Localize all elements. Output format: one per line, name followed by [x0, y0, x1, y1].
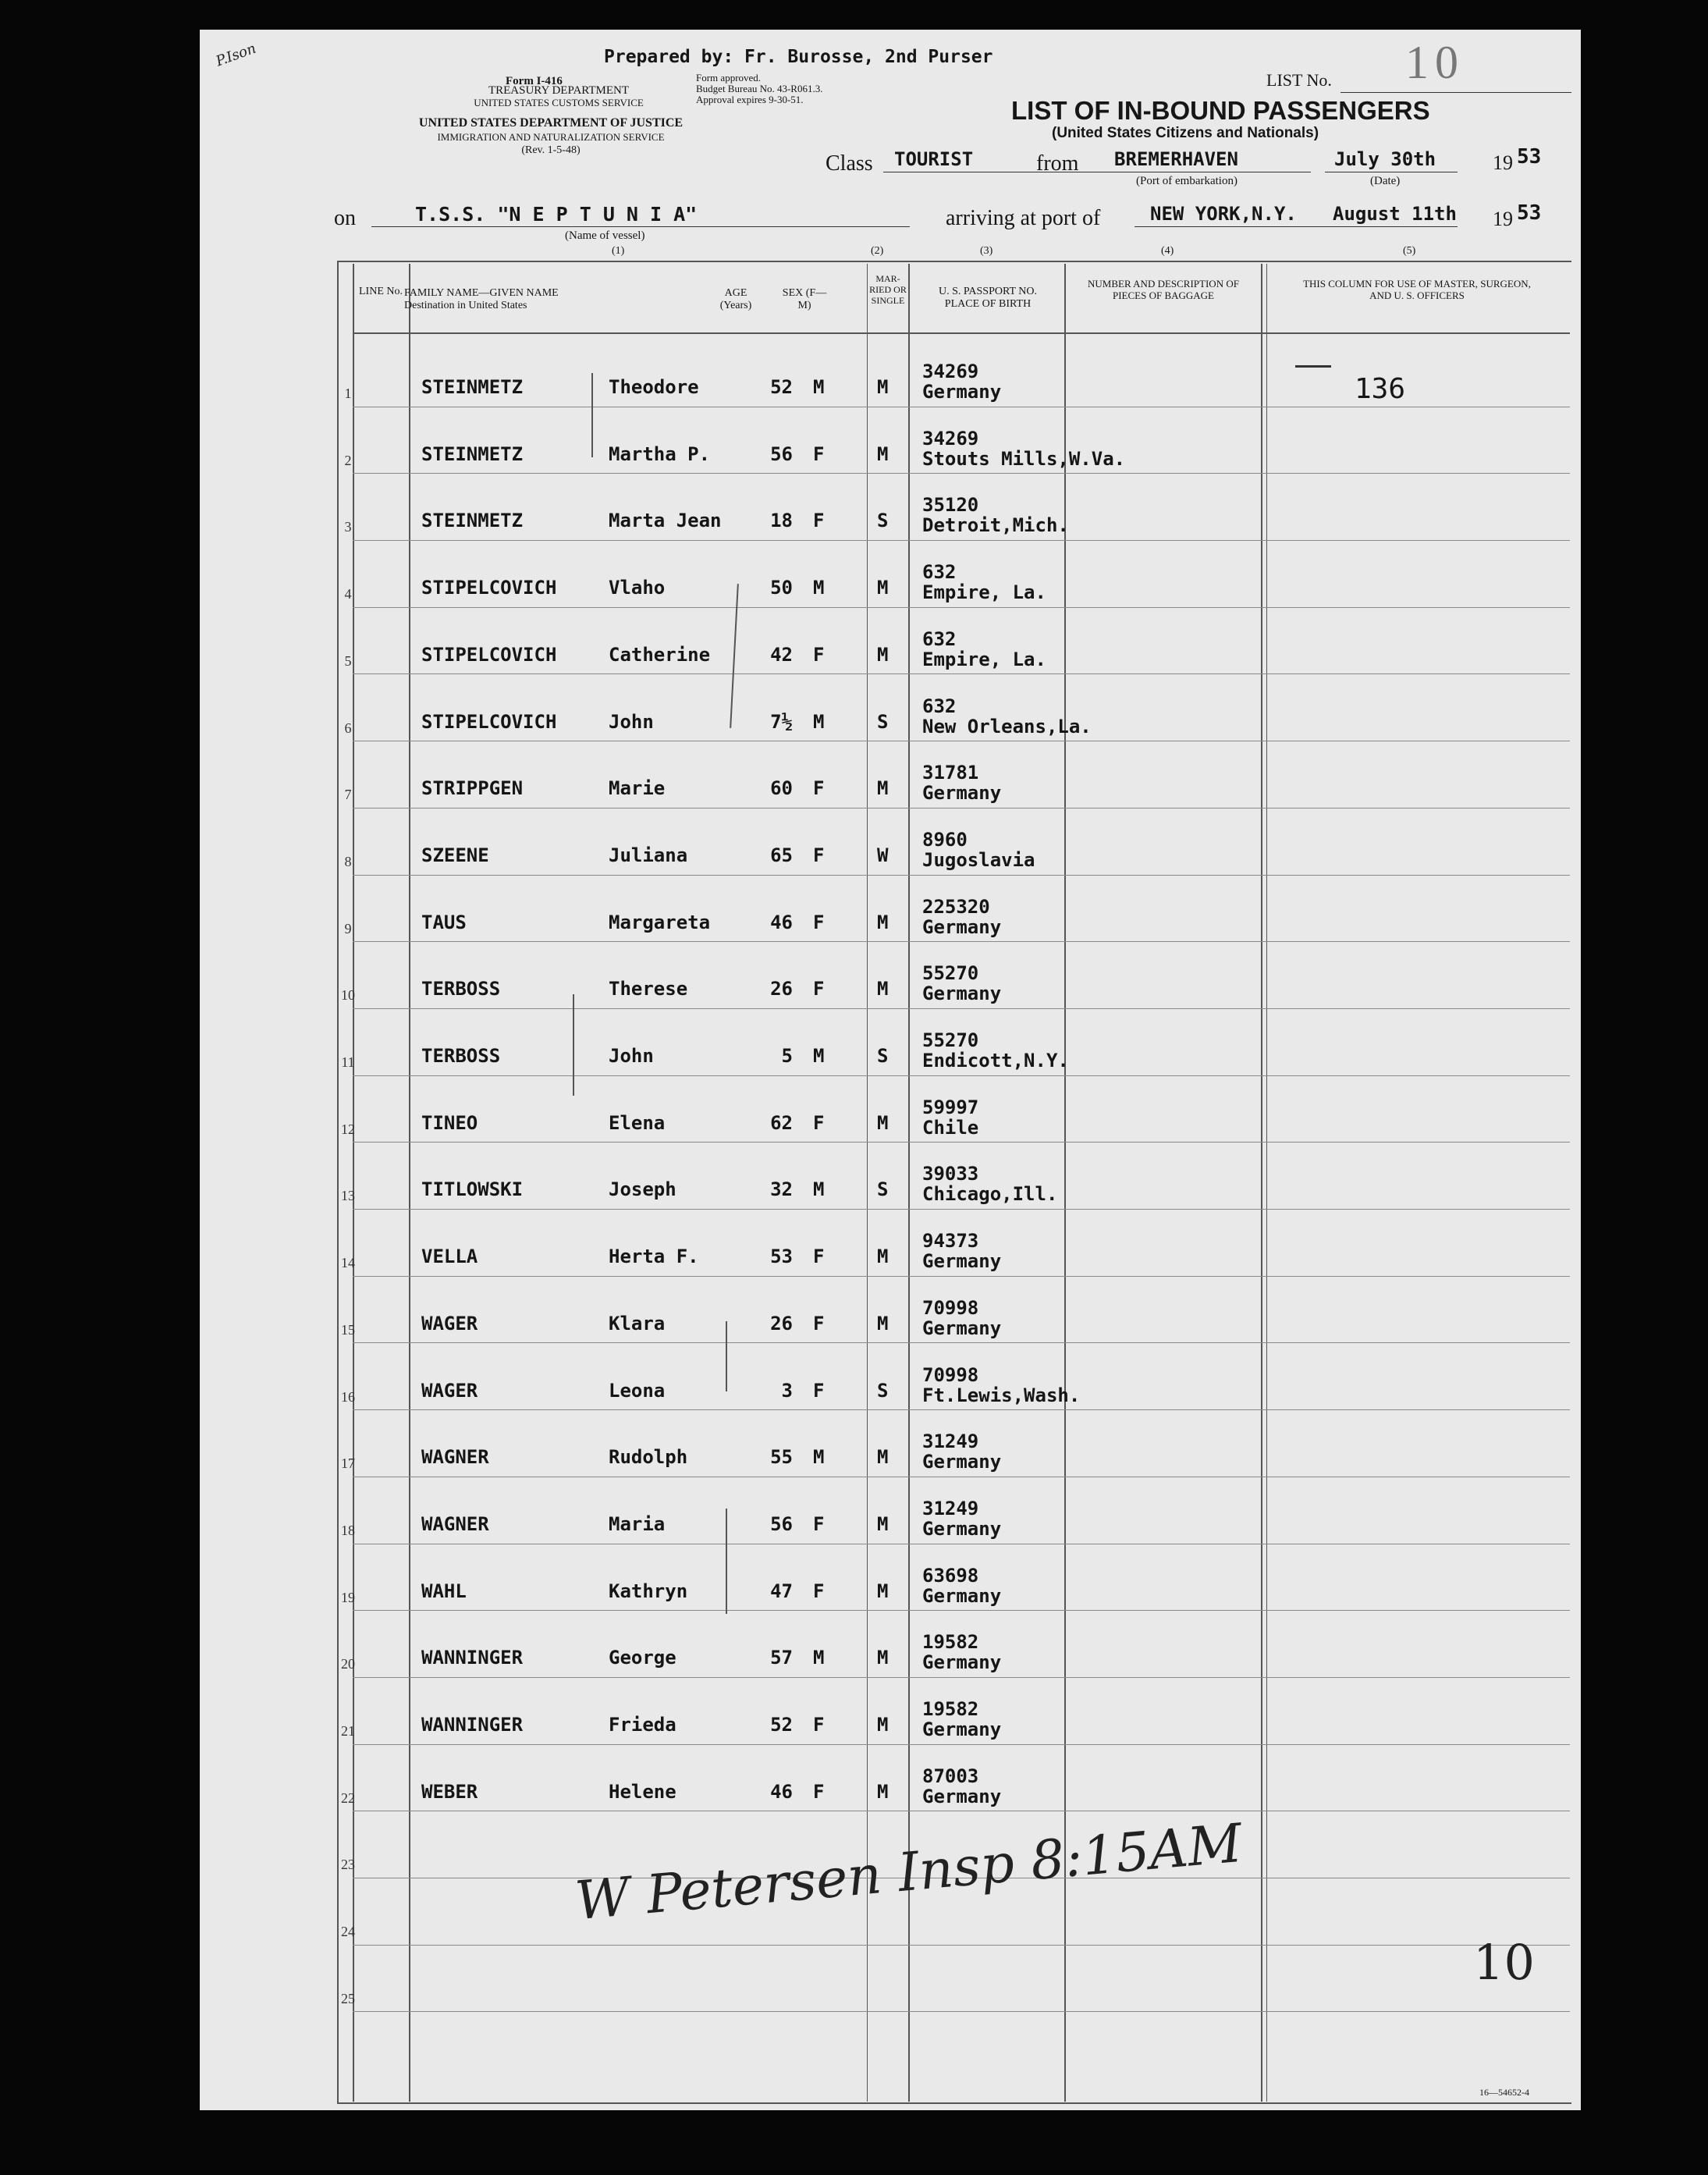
family-name: WAGER	[421, 1312, 478, 1334]
given-name: Marie	[609, 777, 666, 800]
marital-status: M	[877, 1714, 889, 1736]
header-officers: THIS COLUMN FOR USE OF MASTER, SURGEON, AND U. S. OFFICERS	[1303, 278, 1531, 301]
table-row	[200, 541, 1581, 608]
family-name: WAGNER	[421, 1446, 489, 1469]
line-number: 25	[341, 1990, 355, 2006]
family-name: TAUS	[421, 911, 467, 933]
family-name: WAHL	[421, 1580, 467, 1602]
header-name: FAMILY NAME—GIVEN NAME Destination in United States	[404, 287, 559, 311]
given-name: Elena	[609, 1111, 666, 1134]
manifest-page	[200, 30, 1581, 2110]
family-name: WEBER	[421, 1780, 478, 1803]
passport-number: 34269	[922, 361, 979, 382]
header-sex: SEX (F—M)	[782, 287, 827, 311]
date-value: July 30th	[1334, 148, 1436, 170]
family-name: STIPELCOVICH	[421, 710, 557, 733]
sex: F	[813, 777, 825, 800]
line-number: 15	[341, 1321, 355, 1338]
arrival-underline	[1135, 226, 1458, 227]
year-prefix: 19	[1493, 151, 1513, 174]
table-row	[200, 1544, 1581, 1612]
age: 46	[770, 1780, 793, 1803]
age: 32	[770, 1178, 793, 1201]
age: 3	[781, 1379, 793, 1402]
place-of-birth: Chile	[922, 1116, 979, 1139]
given-name: Helene	[609, 1780, 676, 1803]
from-value: BREMERHAVEN	[1114, 148, 1238, 170]
place-of-birth: Germany	[922, 1451, 1002, 1473]
age: 7½	[770, 710, 793, 733]
age: 55	[770, 1446, 793, 1469]
arrival-year: 53	[1517, 201, 1542, 225]
table-row	[200, 1344, 1581, 1411]
age: 52	[770, 1714, 793, 1736]
sex: F	[813, 1312, 825, 1334]
marital-status: M	[877, 1780, 889, 1803]
marital-status: M	[877, 643, 889, 666]
line-number: 16	[341, 1388, 355, 1405]
form-approved: Form approved.	[696, 72, 762, 84]
marital-status: W	[877, 844, 889, 866]
line-number: 3	[344, 519, 352, 535]
immigration-service: IMMIGRATION AND NATURALIZATION SERVICE	[437, 131, 665, 143]
marital-status: S	[877, 1178, 889, 1201]
line-number: 4	[344, 586, 352, 602]
col2-number: (2)	[871, 245, 884, 257]
family-name: STEINMETZ	[421, 376, 524, 398]
place-of-birth: New Orleans,La.	[922, 715, 1092, 737]
passport-number: 632	[922, 627, 957, 650]
date-caption: (Date)	[1370, 175, 1401, 187]
place-of-birth: Germany	[922, 983, 1002, 1005]
table-row	[200, 942, 1581, 1009]
line-number: 22	[341, 1789, 355, 1806]
passport-number: 55270	[922, 962, 979, 985]
family-name: WANNINGER	[421, 1647, 524, 1669]
table-row	[200, 1678, 1581, 1745]
customs-service: UNITED STATES CUSTOMS SERVICE	[474, 97, 644, 108]
family-name: STEINMETZ	[421, 510, 524, 532]
given-name: Vlaho	[609, 577, 666, 599]
age: 26	[770, 1312, 793, 1334]
port-caption: (Port of embarkation)	[1136, 175, 1238, 187]
family-bracket	[726, 1321, 727, 1391]
line-number: 6	[344, 720, 352, 736]
list-no-underline	[1340, 92, 1571, 93]
list-title: LIST OF IN-BOUND PASSENGERS	[1011, 96, 1430, 125]
age: 42	[770, 643, 793, 666]
marital-status: M	[877, 1647, 889, 1669]
age: 26	[770, 978, 793, 1000]
given-name: Catherine	[609, 643, 711, 666]
header-age: AGE (Years)	[719, 287, 752, 311]
sex: F	[813, 1780, 825, 1803]
marital-status: M	[877, 577, 889, 599]
place-of-birth: Detroit,Mich.	[922, 514, 1069, 537]
line-number: 5	[344, 652, 352, 669]
line-number: 9	[344, 920, 352, 936]
table-row	[200, 1277, 1581, 1344]
sex: F	[813, 643, 825, 666]
family-name: TITLOWSKI	[421, 1178, 524, 1201]
family-bracket	[591, 373, 593, 457]
place-of-birth: Germany	[922, 1584, 1002, 1607]
vessel-underline	[371, 226, 910, 227]
given-name: Martha P.	[609, 442, 711, 465]
vessel-name: T.S.S. "N E P T U N I A"	[415, 203, 698, 226]
arrival-year-prefix: 19	[1493, 208, 1513, 230]
passport-number: 70998	[922, 1296, 979, 1319]
given-name: Joseph	[609, 1178, 676, 1201]
place-of-birth: Germany	[922, 782, 1002, 805]
col5-number: (5)	[1403, 245, 1416, 257]
line-number: 21	[341, 1723, 355, 1739]
family-name: VELLA	[421, 1246, 478, 1268]
sex: F	[813, 1379, 825, 1402]
sex: F	[813, 1580, 825, 1602]
table-row	[200, 1410, 1581, 1477]
line-number: 11	[341, 1054, 355, 1070]
given-name: John	[609, 710, 654, 733]
given-name: Therese	[609, 978, 688, 1000]
line-number: 19	[341, 1589, 355, 1605]
passport-number: 63698	[922, 1564, 979, 1587]
passport-number: 59997	[922, 1096, 979, 1118]
from-label: from	[1036, 151, 1079, 176]
given-name: Klara	[609, 1312, 666, 1334]
age: 60	[770, 777, 793, 800]
place-of-birth: Endicott,N.Y.	[922, 1050, 1069, 1072]
margin-note: P.Ison	[214, 40, 258, 70]
table-row	[200, 608, 1581, 675]
col3-number: (3)	[980, 245, 993, 257]
table-row	[200, 1477, 1581, 1544]
line-number: 1	[344, 386, 352, 401]
place-of-birth: Germany	[922, 1250, 1002, 1273]
passport-number: 31249	[922, 1497, 979, 1519]
sex: M	[813, 1178, 825, 1201]
given-name: Leona	[609, 1379, 666, 1402]
sex: F	[813, 1246, 825, 1268]
given-name: Juliana	[609, 844, 688, 866]
inspector-signature: W Petersen Insp 8:15AM	[573, 1812, 1245, 1933]
given-name: Frieda	[609, 1714, 676, 1736]
place-of-birth: Jugoslavia	[922, 848, 1035, 871]
table-row	[200, 1143, 1581, 1210]
place-of-birth: Empire, La.	[922, 648, 1046, 670]
family-name: STEINMETZ	[421, 442, 524, 465]
passport-number: 225320	[922, 895, 990, 918]
line-number: 20	[341, 1656, 355, 1672]
age: 50	[770, 577, 793, 599]
header-passport: U. S. PASSPORT NO. PLACE OF BIRTH	[939, 286, 1037, 310]
marital-status: M	[877, 777, 889, 800]
header-rule	[353, 332, 1570, 334]
table-row	[200, 1745, 1581, 1812]
given-name: Herta F.	[609, 1246, 699, 1268]
passport-number: 39033	[922, 1163, 979, 1185]
class-value: TOURIST	[894, 148, 974, 170]
passport-number: 19582	[922, 1631, 979, 1654]
line-number: 24	[341, 1924, 355, 1940]
passport-number: 632	[922, 561, 957, 584]
line-number: 2	[344, 452, 352, 468]
given-name: George	[609, 1647, 676, 1669]
table-row	[200, 407, 1581, 474]
given-name: Theodore	[609, 376, 699, 398]
form-number: Form I-416	[506, 75, 563, 87]
sex: M	[813, 577, 825, 599]
given-name: Margareta	[609, 911, 711, 933]
family-name: WANNINGER	[421, 1714, 524, 1736]
sex: M	[813, 1647, 825, 1669]
marital-status: M	[877, 376, 889, 398]
list-subtitle: (United States Citizens and Nationals)	[1052, 125, 1319, 141]
marital-status: S	[877, 1045, 889, 1067]
family-name: WAGNER	[421, 1512, 489, 1535]
given-name: Rudolph	[609, 1446, 688, 1469]
marital-status: M	[877, 1580, 889, 1602]
line-number: 17	[341, 1455, 355, 1472]
arrival-port: NEW YORK,N.Y.	[1150, 203, 1297, 225]
marital-status: S	[877, 710, 889, 733]
sex: M	[813, 1446, 825, 1469]
budget-bureau: Budget Bureau No. 43-R061.3.	[696, 83, 823, 94]
year-value: 53	[1517, 145, 1542, 169]
marital-status: M	[877, 1512, 889, 1535]
place-of-birth: Germany	[922, 381, 1002, 403]
passport-number: 34269	[922, 427, 979, 450]
age: 18	[770, 510, 793, 532]
arrival-date: August 11th	[1333, 203, 1457, 225]
table-row	[200, 1946, 1581, 2013]
header-baggage: NUMBER AND DESCRIPTION OF PIECES OF BAGGAGE	[1088, 278, 1239, 301]
family-name: STIPELCOVICH	[421, 643, 557, 666]
place-of-birth: Ft.Lewis,Wash.	[922, 1384, 1081, 1406]
age: 47	[770, 1580, 793, 1602]
age: 65	[770, 844, 793, 866]
passport-number: 35120	[922, 494, 979, 517]
line-number: 12	[341, 1121, 355, 1137]
place-of-birth: Germany	[922, 1785, 1002, 1807]
age: 52	[770, 376, 793, 398]
age: 56	[770, 1512, 793, 1535]
revision-date: (Rev. 1-5-48)	[521, 144, 581, 156]
sex: F	[813, 844, 825, 866]
line-number: 8	[344, 853, 352, 869]
sex: F	[813, 1111, 825, 1134]
place-of-birth: Germany	[922, 1651, 1002, 1674]
list-no-label: LIST No.	[1266, 70, 1332, 90]
marital-status: S	[877, 510, 889, 532]
family-name: WAGER	[421, 1379, 478, 1402]
table-row	[200, 809, 1581, 876]
place-of-birth: Chicago,Ill.	[922, 1183, 1058, 1206]
table-row	[200, 675, 1581, 742]
passport-number: 55270	[922, 1029, 979, 1051]
sex: F	[813, 1714, 825, 1736]
sex: F	[813, 510, 825, 532]
given-name: John	[609, 1045, 654, 1067]
sex: F	[813, 978, 825, 1000]
officer-dash-mark	[1295, 365, 1331, 368]
place-of-birth: Germany	[922, 1317, 1002, 1339]
line-number: 7	[344, 787, 352, 803]
vessel-caption: (Name of vessel)	[565, 229, 645, 242]
given-name: Marta Jean	[609, 510, 722, 532]
marital-status: S	[877, 1379, 889, 1402]
arriving-label: arriving at port of	[946, 206, 1101, 230]
officer-stamp-number: 136	[1355, 373, 1406, 405]
prepared-by: Prepared by: Fr. Burosse, 2nd Purser	[604, 47, 993, 67]
class-label: Class	[826, 151, 873, 176]
col4-number: (4)	[1161, 245, 1174, 257]
passport-number: 70998	[922, 1363, 979, 1386]
age: 5	[781, 1045, 793, 1067]
passport-number: 87003	[922, 1765, 979, 1787]
marital-status: M	[877, 1111, 889, 1134]
table-row	[200, 1009, 1581, 1076]
line-number: 23	[341, 1857, 355, 1873]
age: 46	[770, 911, 793, 933]
passport-number: 8960	[922, 828, 968, 851]
passport-number: 31781	[922, 762, 979, 784]
age: 57	[770, 1647, 793, 1669]
passport-number: 94373	[922, 1230, 979, 1253]
family-name: TERBOSS	[421, 1045, 501, 1067]
marital-status: M	[877, 1446, 889, 1469]
age: 56	[770, 442, 793, 465]
line-number: 13	[341, 1188, 355, 1204]
age: 53	[770, 1246, 793, 1268]
family-name: TINEO	[421, 1111, 478, 1134]
age: 62	[770, 1111, 793, 1134]
marital-status: M	[877, 1312, 889, 1334]
family-name: STIPELCOVICH	[421, 577, 557, 599]
sex: F	[813, 442, 825, 465]
line-number: 14	[341, 1255, 355, 1271]
sex: F	[813, 1512, 825, 1535]
family-name: SZEENE	[421, 844, 489, 866]
line-number: 10	[341, 987, 355, 1004]
family-name: STRIPPGEN	[421, 777, 524, 800]
given-name: Maria	[609, 1512, 666, 1535]
place-of-birth: Germany	[922, 1718, 1002, 1740]
marital-status: M	[877, 911, 889, 933]
table-row	[200, 876, 1581, 943]
dept-treasury: TREASURY DEPARTMENT	[488, 84, 630, 97]
table-row	[200, 1076, 1581, 1143]
approval-expires: Approval expires 9-30-51.	[696, 94, 804, 105]
given-name: Kathryn	[609, 1580, 688, 1602]
place-of-birth: Empire, La.	[922, 581, 1046, 604]
line-number: 18	[341, 1522, 355, 1538]
table-row	[200, 1611, 1581, 1678]
footer-code: 16—54652-4	[1479, 2087, 1529, 2098]
sex: M	[813, 376, 825, 398]
header-line-no: LINE No.	[359, 286, 403, 297]
header-married: MAR-RIED OR SINGLE	[869, 273, 907, 306]
dept-justice: UNITED STATES DEPARTMENT OF JUSTICE	[418, 116, 684, 130]
sex: F	[813, 911, 825, 933]
sex: M	[813, 710, 825, 733]
passport-number: 632	[922, 695, 957, 717]
family-bracket	[573, 994, 574, 1096]
passport-number: 31249	[922, 1430, 979, 1453]
row-rule	[353, 2011, 1570, 2012]
place-of-birth: Stouts Mills,W.Va.	[922, 447, 1126, 470]
marital-status: M	[877, 442, 889, 465]
table-row	[200, 1210, 1581, 1277]
table-row	[200, 474, 1581, 541]
list-no-value: 10	[1405, 37, 1465, 88]
place-of-birth: Germany	[922, 915, 1002, 938]
page-mark: 10	[1473, 1934, 1535, 1991]
sex: M	[813, 1045, 825, 1067]
family-bracket	[726, 1509, 727, 1614]
place-of-birth: Germany	[922, 1517, 1002, 1540]
marital-status: M	[877, 978, 889, 1000]
table-row	[200, 741, 1581, 809]
on-label: on	[334, 206, 356, 230]
passport-number: 19582	[922, 1698, 979, 1720]
marital-status: M	[877, 1246, 889, 1268]
col1-number: (1)	[612, 245, 625, 257]
family-name: TERBOSS	[421, 978, 501, 1000]
